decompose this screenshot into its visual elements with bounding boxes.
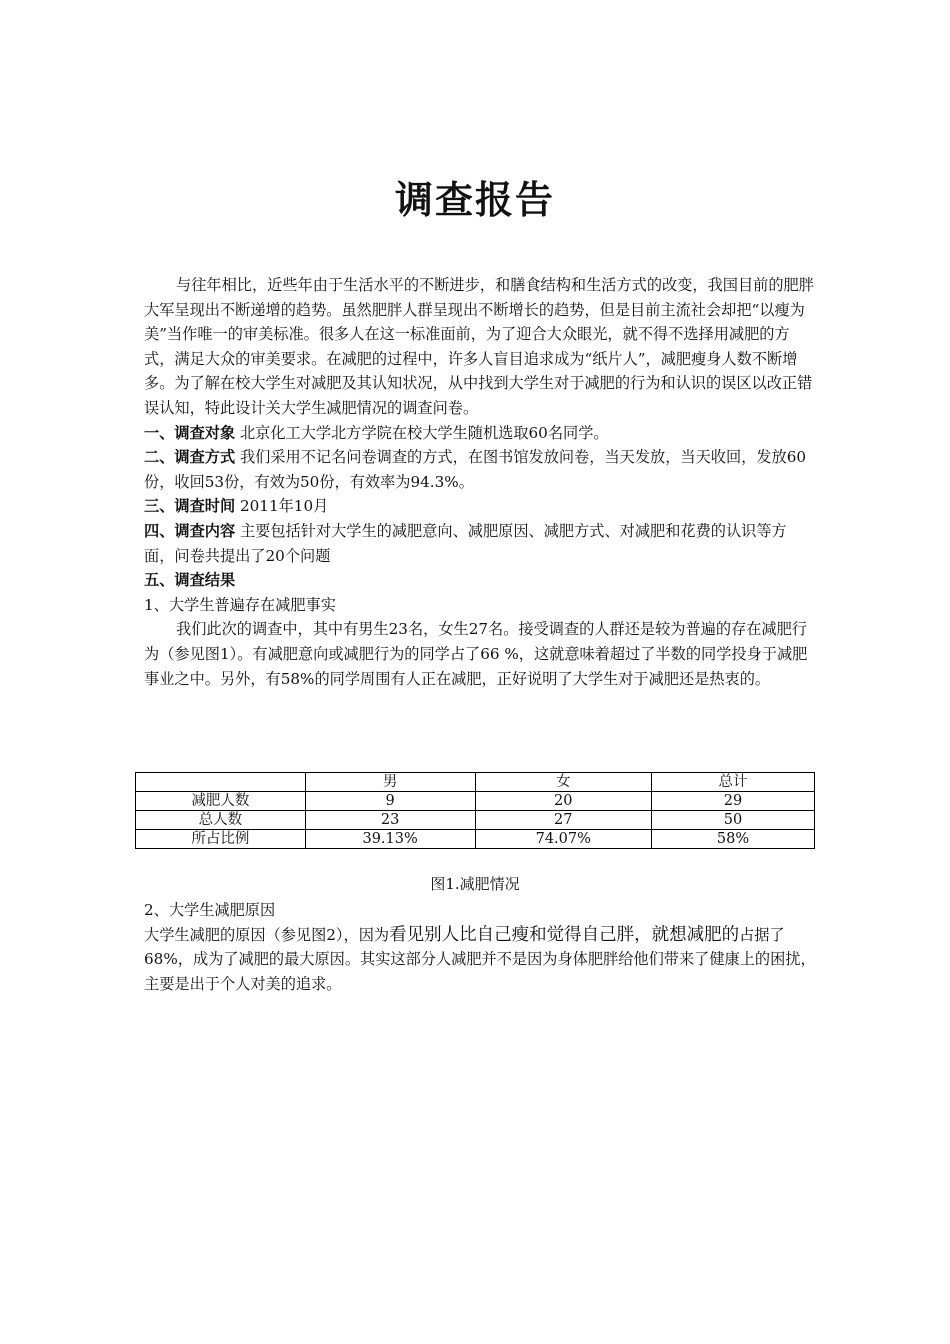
section-text: 我们采用不记名问卷调查的方式，在图书馆发放问卷，当天发放，当天收回，发放60份，收回53份，有效为50份，有效率为94.3%。 xyxy=(144,448,807,491)
section-heading: 五、调查结果 xyxy=(144,571,236,590)
table-caption: 图1.减肥情况 xyxy=(430,875,520,893)
table-row xyxy=(136,830,815,849)
table-cell: 50 xyxy=(652,811,815,830)
table-cell: 20 xyxy=(475,792,652,811)
table-header-cell: 男 xyxy=(305,773,475,792)
result2-subheading: 2、大学生减肥原因 xyxy=(144,901,276,919)
section-heading: 一、调查对象 xyxy=(144,423,236,442)
section-method xyxy=(144,445,816,494)
table-header-cell: 女 xyxy=(475,773,652,792)
table-cell: 总人数 xyxy=(136,811,306,830)
table-header-cell: 总计 xyxy=(652,773,815,792)
table-cell: 74.07% xyxy=(475,830,652,849)
table-cell: 9 xyxy=(305,792,475,811)
result2-emphasis: 看见别人比自己瘦和觉得自己胖，就想减肥的 xyxy=(389,924,740,945)
table-cell: 27 xyxy=(475,811,652,830)
result1-paragraph: 我们此次的调查中，其中有男生23名，女生27名。接受调查的人群还是较为普遍的存在减肥行为（参见图1）。有减肥意向或减肥行为的同学占了66 %，这就意味着超过了半数的同学投身于减肥事业之中。另外，有58%的同学周围有人正在减肥，正好说明了大学生对于减肥还是热衷的。 xyxy=(144,620,808,688)
result2-text: 占据了68%，成为了减肥的最大原因。其实这部分人减肥并不是因为身体肥胖给他们带来了健康上的困扰，主要是出于个人对美的追求。 xyxy=(144,925,816,993)
intro-paragraph: 与往年相比，近些年由于生活水平的不断进步，和膳食结构和生活方式的改变，我国目前的肥胖大军呈现出不断递增的趋势。虽然肥胖人群呈现出不断增长的趋势，但是目前主流社会却把“以瘦为美”当作唯一的审美标准。很多人在这一标准面前，为了迎合大众眼光，就不得不选择用减肥的方式，满足大众的审美要求。在减肥的过程中，许多人盲目追求成为“纸片人”，减肥瘦身人数不断增多。为了解在校大学生对减肥及其认知状况，从中找到大学生对于减肥的行为和认识的误区以改正错误认知，特此设计关大学生减肥情况的调查问卷。 xyxy=(144,276,814,417)
table-header-row xyxy=(136,773,815,792)
section-text: 2011年10月 xyxy=(235,497,329,516)
section-heading: 四、调查内容 xyxy=(144,521,236,540)
section-heading: 二、调查方式 xyxy=(144,448,236,467)
section-content xyxy=(144,519,816,568)
table-cell: 29 xyxy=(652,792,815,811)
section-text: 北京化工大学北方学院在校大学生随机选取60名同学。 xyxy=(235,423,609,442)
result2-block xyxy=(144,898,816,996)
result2-paragraph xyxy=(144,923,816,997)
section-subject xyxy=(144,421,816,446)
table-cell: 减肥人数 xyxy=(136,792,306,811)
section-time xyxy=(144,494,816,519)
weight-loss-table xyxy=(135,772,815,849)
table-row xyxy=(136,792,815,811)
table-cell: 23 xyxy=(305,811,475,830)
table-cell: 39.13% xyxy=(305,830,475,849)
report-body xyxy=(144,273,816,691)
section-heading: 三、调查时间 xyxy=(144,497,236,516)
section-text: 主要包括针对大学生的减肥意向、减肥原因、减肥方式、对减肥和花费的认识等方面，问卷共提出了20个问题 xyxy=(144,521,787,565)
table-cell: 58% xyxy=(652,830,815,849)
page-title: 调查报告 xyxy=(394,178,555,222)
section-results xyxy=(144,568,816,593)
table-row xyxy=(136,811,815,830)
table-cell: 所占比例 xyxy=(136,830,306,849)
table-header-cell xyxy=(136,773,306,792)
result2-text: 大学生减肥的原因（参见图2），因为 xyxy=(144,925,390,944)
result1-subheading: 1、大学生普遍存在减肥事实 xyxy=(144,595,336,614)
